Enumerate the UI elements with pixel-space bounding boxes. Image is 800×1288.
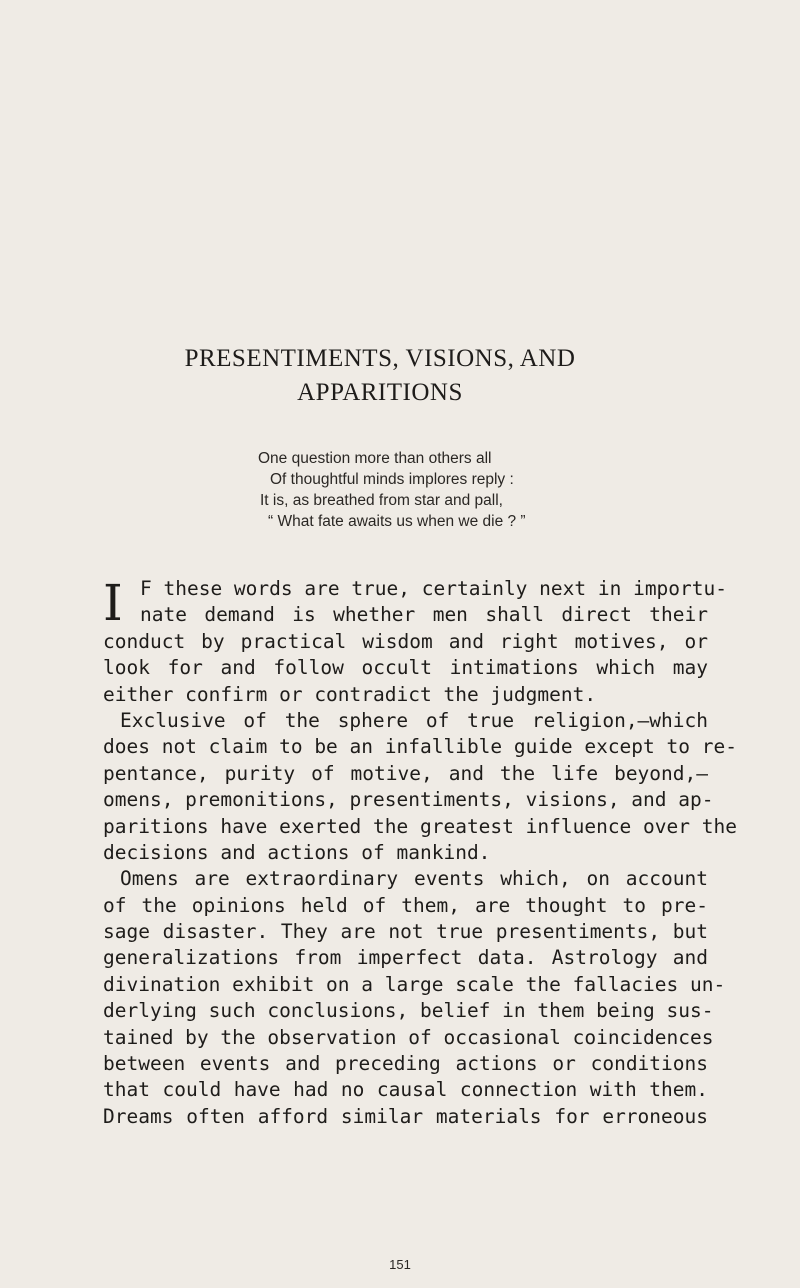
epigraph-line: “ What fate awaits us when we die ? ” bbox=[268, 513, 526, 530]
text-line: Dreams often afford similar materials for erroneous bbox=[103, 1104, 708, 1128]
epigraph-line: Of thoughtful minds implores reply : bbox=[270, 471, 514, 488]
text-line: decisions and actions of mankind. bbox=[103, 840, 491, 864]
epigraph-line: One question more than others all bbox=[258, 450, 492, 467]
body-text bbox=[103, 574, 737, 1130]
text-line: Exclusive of the sphere of true religion,—which bbox=[120, 708, 708, 732]
text-line: generalizations from imperfect data. Astrology and bbox=[103, 946, 708, 970]
text-line: look for and follow occult intimations which may bbox=[103, 656, 708, 680]
text-line: of the opinions held of them, are thought to pre- bbox=[103, 893, 708, 917]
text-line: omens, premonitions, presentiments, visions, and ap- bbox=[103, 788, 714, 812]
drop-cap: I bbox=[103, 574, 123, 632]
page-number: 151 bbox=[389, 1257, 411, 1272]
text-line: either confirm or contradict the judgment. bbox=[103, 682, 597, 706]
chapter-title-line-2: APPARITIONS bbox=[297, 379, 463, 406]
text-line: derlying such conclusions, belief in them being sus- bbox=[103, 999, 714, 1023]
text-line: sage disaster. They are not true presentiments, but bbox=[103, 920, 708, 944]
text-line: paritions have exerted the greatest influence over the bbox=[103, 814, 737, 838]
text-line: F these words are true, certainly next in importu- bbox=[140, 577, 727, 600]
text-line: Omens are extraordinary events which, on account bbox=[120, 867, 708, 891]
text-line: conduct by practical wisdom and right motives, or bbox=[103, 629, 708, 653]
text-line: does not claim to be an infallible guide except to re- bbox=[103, 735, 737, 759]
text-line: that could have had no causal connection with them. bbox=[103, 1078, 708, 1102]
text-line: pentance, purity of motive, and the life beyond,— bbox=[103, 761, 708, 785]
epigraph bbox=[258, 448, 658, 532]
epigraph-line: It is, as breathed from star and pall, bbox=[260, 492, 503, 509]
text-line: between events and preceding actions or conditions bbox=[103, 1052, 708, 1076]
chapter-title-line-1: PRESENTIMENTS, VISIONS, AND bbox=[184, 345, 576, 372]
text-line: nate demand is whether men shall direct their bbox=[140, 603, 708, 627]
text-line: tained by the observation of occasional coincidences bbox=[103, 1025, 714, 1049]
text-line: divination exhibit on a large scale the fallacies un- bbox=[103, 972, 726, 996]
